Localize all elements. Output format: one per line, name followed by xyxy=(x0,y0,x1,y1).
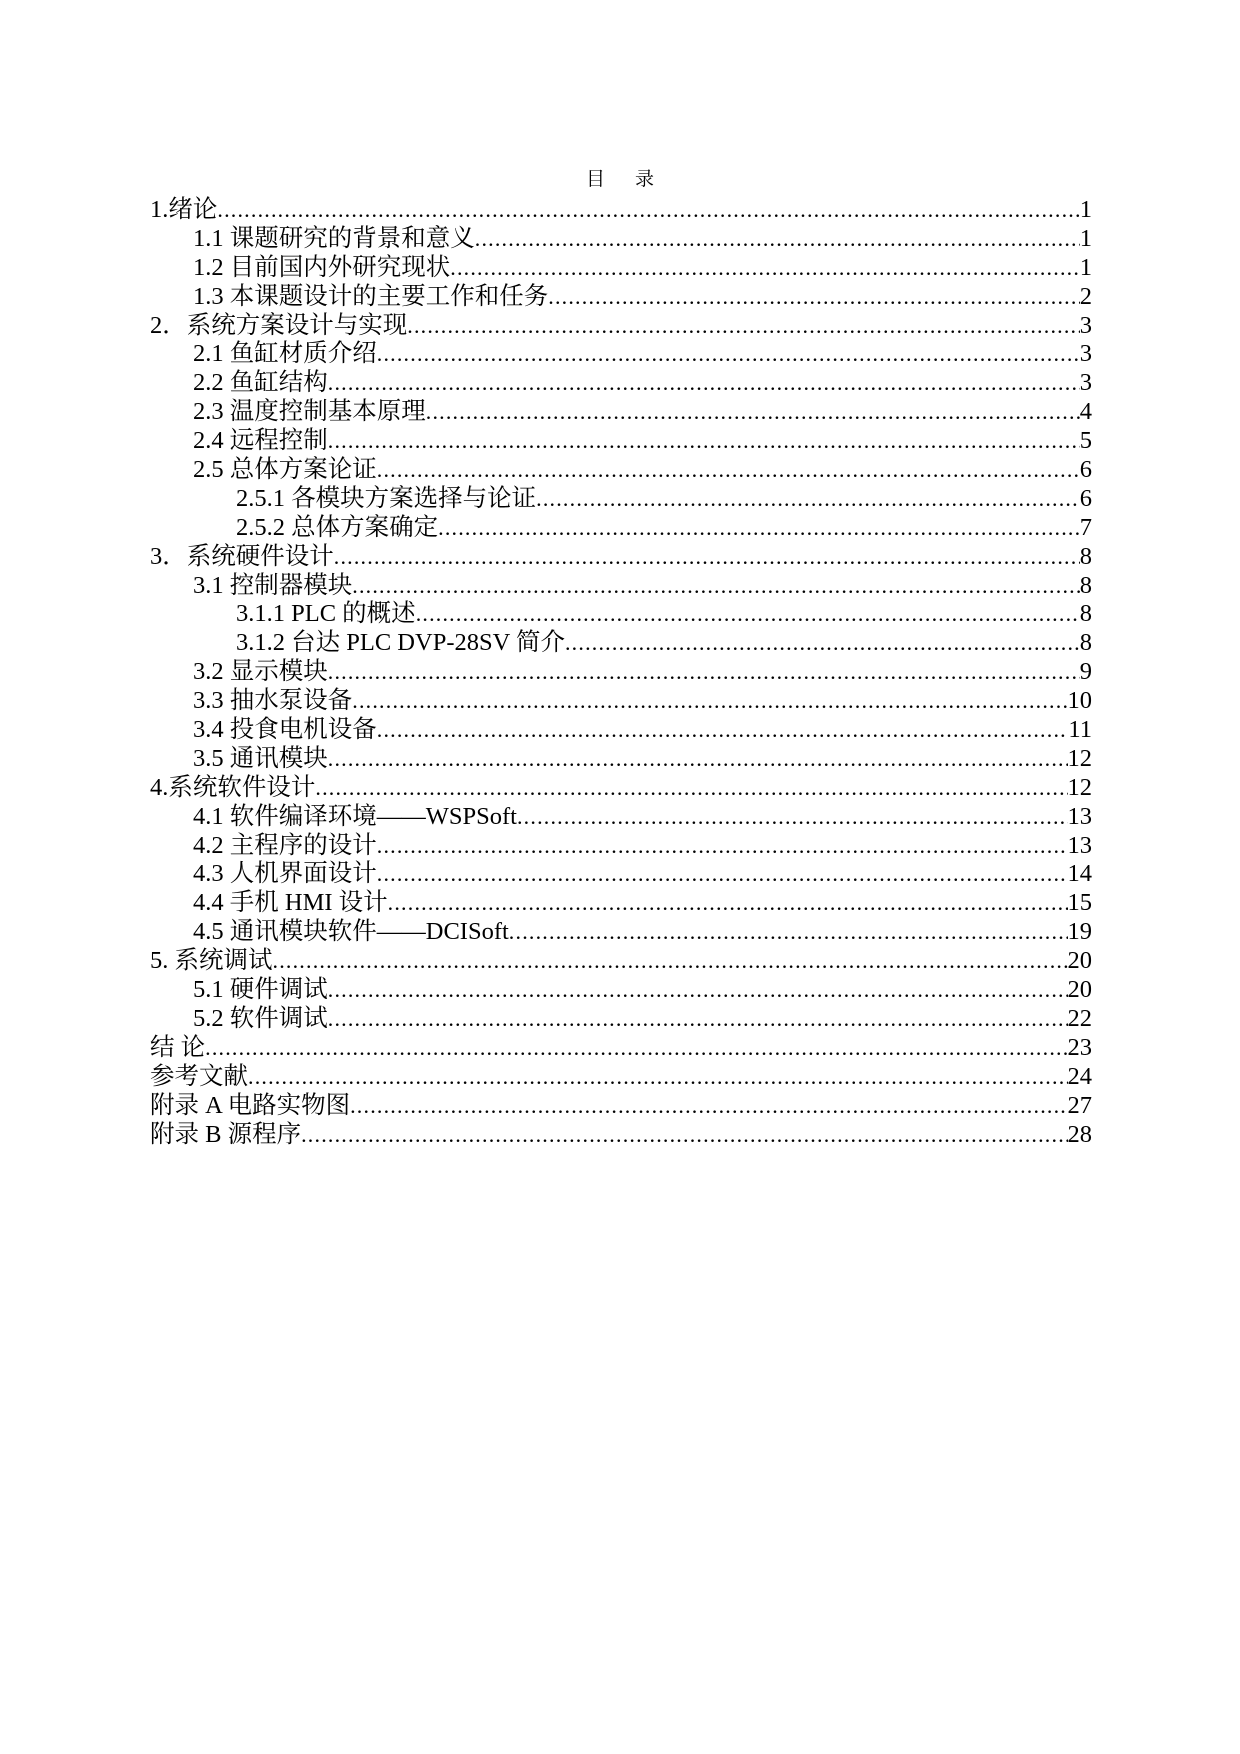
toc-entry-page-number: 4 xyxy=(1079,398,1092,426)
dot-leader xyxy=(301,1121,1067,1150)
toc-entry[interactable] xyxy=(150,774,1092,803)
toc-entry-label: 结 论 xyxy=(150,1033,206,1061)
dot-leader xyxy=(328,369,1080,398)
toc-entry-label: 2.3 温度控制基本原理 xyxy=(193,398,426,426)
toc-entry-label: 5.2 软件调试 xyxy=(193,1004,328,1032)
toc-entry-label: 3.5 通讯模块 xyxy=(193,744,328,772)
dot-leader xyxy=(352,572,1080,601)
toc-entry-page-number: 15 xyxy=(1067,889,1092,917)
dot-leader xyxy=(273,947,1068,976)
toc-entry[interactable] xyxy=(150,543,1092,572)
dot-leader xyxy=(377,832,1068,861)
toc-entry-page-number: 3 xyxy=(1079,340,1092,368)
toc-entry[interactable] xyxy=(150,687,1092,716)
toc-entry[interactable] xyxy=(150,1034,1092,1063)
toc-entry-label: 3.1.1 PLC 的概述 xyxy=(236,600,416,628)
dot-leader xyxy=(475,225,1080,254)
toc-entry-label: 3.3 抽水泵设备 xyxy=(193,687,353,715)
dot-leader xyxy=(565,629,1080,658)
dot-leader xyxy=(377,340,1080,369)
toc-entry[interactable] xyxy=(150,889,1092,918)
dot-leader xyxy=(416,600,1080,629)
toc-entry[interactable] xyxy=(150,832,1092,861)
dot-leader xyxy=(509,918,1068,947)
dot-leader xyxy=(315,774,1067,803)
toc-entry-page-number: 7 xyxy=(1079,513,1092,541)
toc-entry-page-number: 22 xyxy=(1067,1004,1092,1032)
dot-leader xyxy=(450,254,1080,283)
toc-entry-label: 3.1.2 台达 PLC DVP-28SV 简介 xyxy=(236,629,565,657)
toc-entry[interactable] xyxy=(150,629,1092,658)
toc-entry-page-number: 27 xyxy=(1067,1091,1092,1119)
toc-title-char: 目 xyxy=(585,169,605,190)
toc-entry-label: 4.系统软件设计 xyxy=(150,773,316,801)
toc-entry-page-number: 1 xyxy=(1079,224,1092,252)
toc-entry-label: 4.4 手机 HMI 设计 xyxy=(193,889,388,917)
toc-entry-page-number: 1 xyxy=(1079,253,1092,281)
dot-leader xyxy=(205,1034,1067,1063)
toc-entry-page-number: 13 xyxy=(1067,802,1092,830)
toc-entry[interactable] xyxy=(150,918,1092,947)
toc-entry-page-number: 20 xyxy=(1067,947,1092,975)
toc-entry[interactable] xyxy=(150,340,1092,369)
toc-entry-page-number: 2 xyxy=(1079,282,1092,310)
toc-entry[interactable] xyxy=(150,398,1092,427)
toc-entry-label: 4.2 主程序的设计 xyxy=(193,831,377,859)
dot-leader xyxy=(407,312,1080,341)
dot-leader xyxy=(350,1092,1067,1121)
toc-entry[interactable] xyxy=(150,369,1092,398)
toc-entry-label: 2.1 鱼缸材质介绍 xyxy=(193,340,377,368)
toc-entry-label: 2.4 远程控制 xyxy=(193,427,328,455)
toc-entry-label: 1.2 目前国内外研究现状 xyxy=(193,253,451,281)
dot-leader xyxy=(328,427,1080,456)
toc-entry-page-number: 24 xyxy=(1067,1062,1092,1090)
toc-entry-label: 附录 B 源程序 xyxy=(150,1120,302,1148)
toc-entry-page-number: 8 xyxy=(1079,600,1092,628)
dot-leader xyxy=(328,976,1068,1005)
toc-entry[interactable] xyxy=(150,514,1092,543)
toc-entry-page-number: 14 xyxy=(1067,860,1092,888)
toc-entry[interactable] xyxy=(150,658,1092,687)
toc-entry[interactable] xyxy=(150,976,1092,1005)
toc-entry-label: 5.1 硬件调试 xyxy=(193,976,328,1004)
toc-entry-page-number: 8 xyxy=(1079,542,1092,570)
dot-leader xyxy=(536,485,1080,514)
dot-leader xyxy=(328,1005,1068,1034)
toc-entry-page-number: 5 xyxy=(1079,427,1092,455)
table-of-contents xyxy=(150,196,1092,1149)
dot-leader xyxy=(388,889,1068,918)
toc-entry-page-number: 12 xyxy=(1067,773,1092,801)
toc-entry[interactable] xyxy=(150,745,1092,774)
toc-entry[interactable] xyxy=(150,312,1092,341)
toc-entry-page-number: 3 xyxy=(1079,369,1092,397)
toc-entry-page-number: 9 xyxy=(1079,658,1092,686)
toc-entry[interactable] xyxy=(150,947,1092,976)
toc-entry-label: 5. 系统调试 xyxy=(150,947,273,975)
toc-entry[interactable] xyxy=(150,572,1092,601)
toc-entry[interactable] xyxy=(150,427,1092,456)
toc-entry-page-number: 23 xyxy=(1067,1033,1092,1061)
toc-entry-label: 1.绪论 xyxy=(150,196,218,223)
dot-leader xyxy=(377,860,1068,889)
toc-entry-page-number: 3 xyxy=(1079,311,1092,339)
dot-leader xyxy=(334,543,1080,572)
toc-entry[interactable] xyxy=(150,456,1092,485)
toc-entry[interactable] xyxy=(150,254,1092,283)
toc-entry-page-number: 19 xyxy=(1067,918,1092,946)
toc-entry-label: 2.2 鱼缸结构 xyxy=(193,369,328,397)
toc-entry[interactable] xyxy=(150,485,1092,514)
dot-leader xyxy=(328,745,1068,774)
toc-entry[interactable] xyxy=(150,1005,1092,1034)
toc-entry-page-number: 6 xyxy=(1079,484,1092,512)
toc-entry-label: 1.3 本课题设计的主要工作和任务 xyxy=(193,282,549,310)
toc-entry[interactable] xyxy=(150,716,1092,745)
toc-entry-label: 2．系统方案设计与实现 xyxy=(150,311,408,339)
dot-leader xyxy=(426,398,1080,427)
dot-leader xyxy=(352,687,1067,716)
toc-entry[interactable] xyxy=(150,600,1092,629)
toc-entry[interactable] xyxy=(150,1092,1092,1121)
toc-entry-label: 3.4 投食电机设备 xyxy=(193,716,377,744)
dot-leader xyxy=(248,1063,1068,1092)
dot-leader xyxy=(548,283,1080,312)
toc-entry-label: 2.5 总体方案论证 xyxy=(193,456,377,484)
toc-title-char: 录 xyxy=(635,169,655,190)
toc-title xyxy=(0,164,1240,191)
toc-entry-label: 2.5.1 各模块方案选择与论证 xyxy=(236,484,537,512)
toc-entry-label: 4.3 人机界面设计 xyxy=(193,860,377,888)
dot-leader xyxy=(377,456,1080,485)
toc-entry-page-number: 1 xyxy=(1079,196,1092,223)
toc-entry[interactable] xyxy=(150,196,1092,225)
dot-leader xyxy=(377,716,1069,745)
toc-entry-label: 附录 A 电路实物图 xyxy=(150,1091,351,1119)
dot-leader xyxy=(217,196,1079,225)
toc-entry-page-number: 8 xyxy=(1079,571,1092,599)
toc-entry[interactable] xyxy=(150,1121,1092,1150)
toc-entry-page-number: 13 xyxy=(1067,831,1092,859)
toc-entry-page-number: 10 xyxy=(1067,687,1092,715)
toc-entry-label: 3.1 控制器模块 xyxy=(193,571,353,599)
toc-entry[interactable] xyxy=(150,283,1092,312)
toc-entry[interactable] xyxy=(150,860,1092,889)
toc-entry-label: 4.1 软件编译环境——WSPSoft xyxy=(193,802,517,830)
toc-entry-label: 3.2 显示模块 xyxy=(193,658,328,686)
toc-entry-label: 2.5.2 总体方案确定 xyxy=(236,513,439,541)
toc-entry-page-number: 20 xyxy=(1067,976,1092,1004)
dot-leader xyxy=(328,658,1080,687)
toc-entry-page-number: 28 xyxy=(1067,1120,1092,1148)
toc-entry-page-number: 6 xyxy=(1079,456,1092,484)
dot-leader xyxy=(438,514,1080,543)
toc-entry-page-number: 12 xyxy=(1067,744,1092,772)
toc-entry-label: 1.1 课题研究的背景和意义 xyxy=(193,224,475,252)
toc-entry-label: 3．系统硬件设计 xyxy=(150,542,334,570)
toc-entry-page-number: 8 xyxy=(1079,629,1092,657)
toc-entry-label: 4.5 通讯模块软件——DCISoft xyxy=(193,918,509,946)
toc-entry[interactable] xyxy=(150,1063,1092,1092)
toc-entry[interactable] xyxy=(150,803,1092,832)
toc-entry[interactable] xyxy=(150,225,1092,254)
toc-entry-label: 参考文献 xyxy=(150,1062,248,1090)
toc-entry-page-number: 11 xyxy=(1068,716,1092,744)
dot-leader xyxy=(517,803,1068,832)
